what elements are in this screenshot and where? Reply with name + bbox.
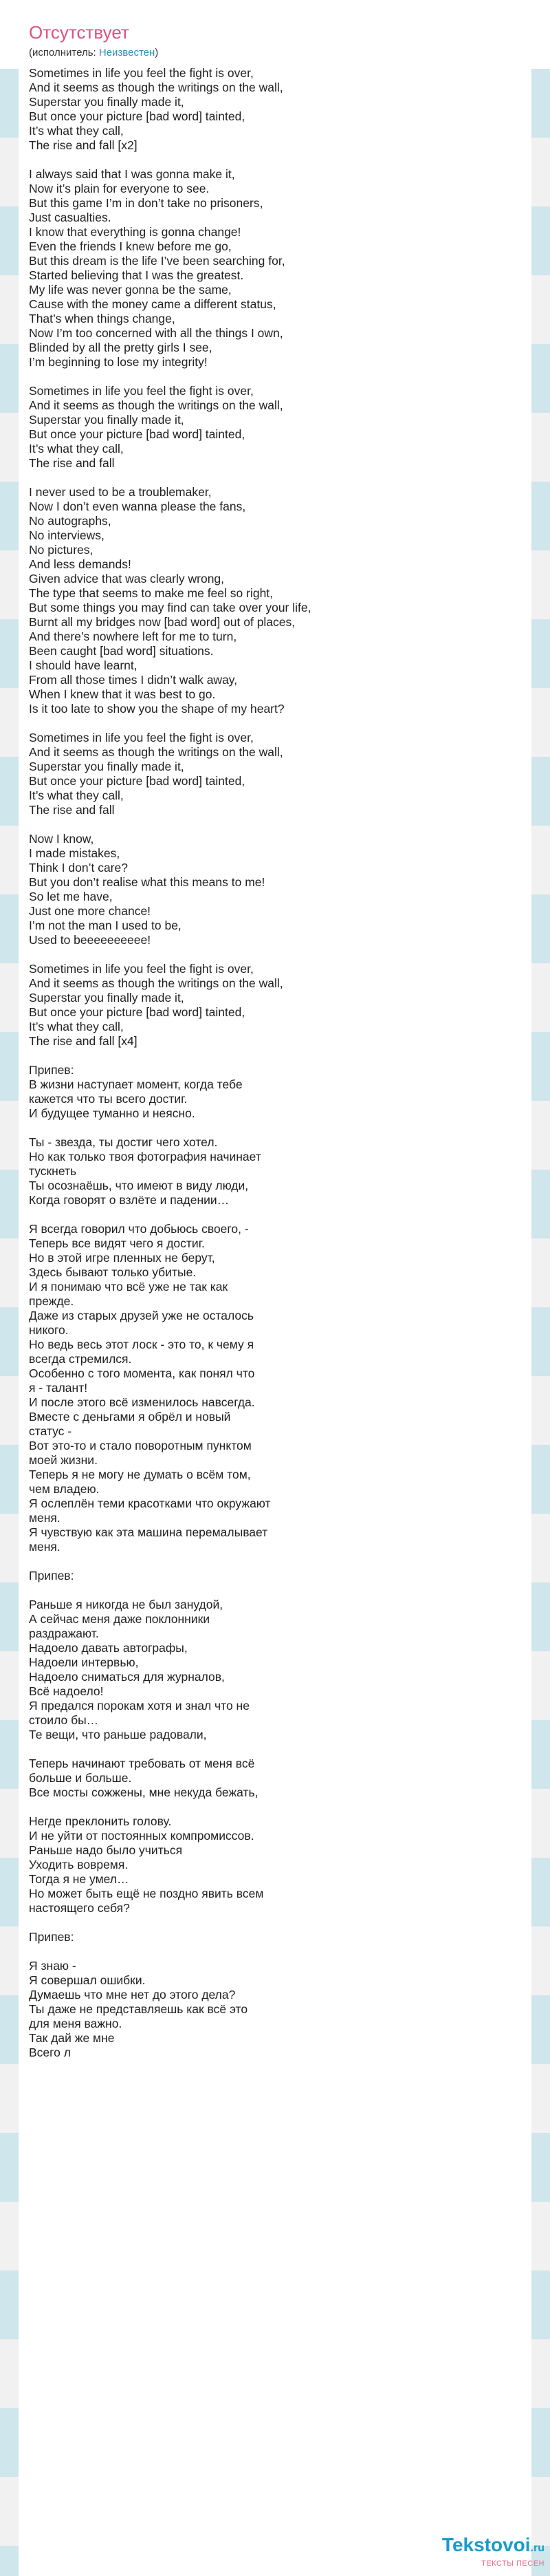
- logo-wordmark: [414, 2535, 544, 2559]
- right-decorative-strip: [531, 69, 550, 2576]
- song-title: Отсутствует: [29, 22, 129, 43]
- lyrics-page: [29, 21, 510, 2060]
- artist-link[interactable]: Неизвестен: [98, 47, 155, 58]
- left-decorative-strip: [0, 69, 19, 2576]
- logo-tagline: ТЕКСТЫ ПЕСЕН: [481, 2559, 544, 2568]
- logo-name: Tekstovoi: [441, 2534, 531, 2555]
- artist-suffix: ): [155, 47, 159, 58]
- artist-prefix: (исполнитель:: [29, 47, 99, 58]
- lyrics-text: Sometimes in life you feel the fight is over, And it seems as though the writings on the wall, Superstar you finally made it, But once your picture [bad word] tainted, It’s what they call, The rise and fall [x2] I always said that I was gonna make it, Now it’s plain for everyone to see. But this game I’m in don’t take no prisoners, Just casualties. I know that everything is gonna change! Even the friends I knew before me go, But this dream is the life I’ve been searching for, Started believing that I was the greatest. My life was never gonna be the same, Cause with the money came a different status, That’s when things change, Now I’m too concerned with all the things I own, Blinded by all the pretty girls I see, I’m beginning to lose my integrity! Sometimes in life you feel the fight is over, And it seems as though the writings on the wall, Superstar you finally made it, But once your picture [bad word] tainted, It’s what they call, The rise and fall I never used to be a troublemaker, Now I don’t even wanna please the fans, No autographs, No interviews, No pictures, And less demands! Given advice that was clearly wrong, The type that seems to make me feel so right, But some things you may find can take over your life, Burnt all my bridges now [bad word] out of places, And there’s nowhere left for me to turn, Been caught [bad word] situations. I should have learnt, From all those times I didn’t walk away, When I knew that it was best to go. Is it too late to show you the shape of my heart? Sometimes in life you feel the fight is over, And it seems as though the writings on the wall, Superstar you finally made it, But once your picture [bad word] tainted, It’s what they call, The rise and fall Now I know, I made mistakes, Think I don’t care? But you don’t realise what this means to me! So let me have, Just one more chance! I’m not the man I used to be, Used to beeeeeeeeee! Sometimes in life you feel the fight is over, And it seems as though the writings on the wall, Superstar you finally made it, But once your picture [bad word] tainted, It’s what they call, The rise and fall [x4] Припев: В жизни наступает момент, когда тебе кажется что ты всего достиг. И будущее туманно и неясно. Ты - звезда, ты достиг чего хотел. Но как только твоя фотография начинает тускнеть Ты осознаёшь, что имеют в виду люди, Когда говорят о взлёте и падении… Я всегда говорил что добьюсь своего, - Теперь все видят чего я достиг. Но в этой игре пленных не берут, Здесь бывают только убитые. И я понимаю что всё уже не так как прежде. Даже из старых друзей уже не осталось никого. Но ведь весь этот лоск - это то, к чему я всегда стремился. Особенно с того момента, как понял что я - талант! И после этого всё изменилось навсегда. Вместе с деньгами я обрёл и новый статус - Вот это-то и стало поворотным пунктом моей жизни. Теперь я не могу не думать о всём том, чем владею. Я ослеплён теми красотками что окружают меня. Я чувствую как эта машина перемалывает меня. Припев: Раньше я никогда не был занудой, А сейчас меня даже поклонники раздражают. Надоело давать автографы, Надоели интервью, Надоело сниматься для журналов, Всё надоело! Я предался порокам хотя и знал что не стоило бы… Те вещи, что раньше радовали, Теперь начинают требовать от меня всё больше и больше. Все мосты сожжены, мне некуда бежать, Негде преклонить голову. И не уйти от постоянных компромиссов. Раньше надо было учиться Уходить вовремя. Тогда я не умел… Но может быть ещё не поздно явить всем настоящего себя? Припев: Я знаю - Я совершал ошибки. Думаешь что мне нет до этого дела? Ты даже не представляешь как всё это для меня важно. Так дай же мне Всего л: [29, 66, 311, 2059]
- site-logo[interactable]: [414, 2535, 544, 2566]
- logo-tld: .ru: [530, 2542, 544, 2554]
- artist-line: [29, 45, 510, 61]
